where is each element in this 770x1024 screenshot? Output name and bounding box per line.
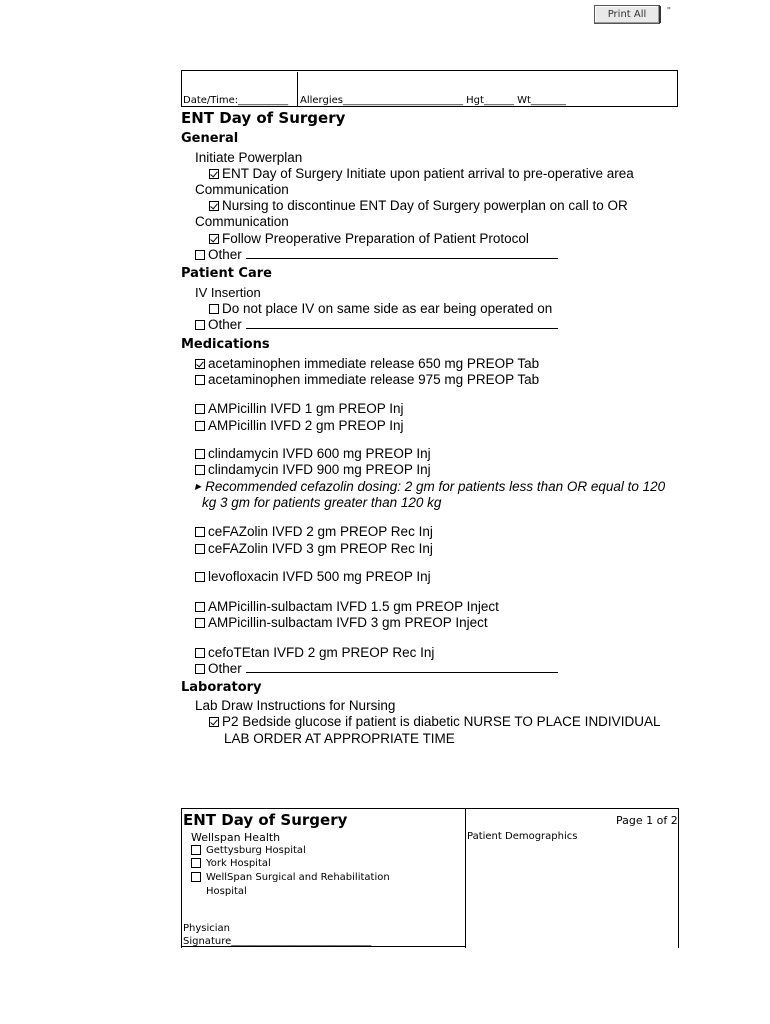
checkbox-icon[interactable] [195,664,205,674]
medication-other-row[interactable] [195,661,558,677]
general-communication-1: Communication [195,182,289,197]
general-communication-2: Communication [195,214,289,229]
medication-label: AMPicillin-sulbactam IVFD 3 gm PREOP Inject [208,615,488,630]
lab-order-label: P2 Bedside glucose if patient is diabetic NURSE TO PLACE INDIVIDUAL [222,714,661,729]
medication-label: clindamycin IVFD 600 mg PREOP Inj [208,446,431,461]
section-laboratory-heading: Laboratory [181,680,262,695]
checkbox-icon[interactable] [191,858,201,868]
patient-care-other-row[interactable] [195,317,558,333]
order-label: ENT Day of Surgery Initiate upon patient arrival to pre-operative area [222,166,634,181]
medication-row[interactable] [195,541,433,557]
medication-label: ceFAZolin IVFD 2 gm PREOP Rec Inj [208,524,433,539]
allergies-field[interactable]: Allergies________________________ Hgt______ Wt_______ [300,95,566,106]
general-other-row[interactable] [195,247,558,263]
page-title: ENT Day of Surgery [181,109,346,127]
medication-label: levofloxacin IVFD 500 mg PREOP Inj [208,569,431,584]
checkbox-icon[interactable] [191,845,201,855]
hospital-option-wellspan-surgical[interactable] [191,872,390,883]
checkbox-icon[interactable] [195,618,205,628]
checkbox-checked-icon[interactable] [209,201,219,211]
footer-divider [465,808,466,948]
medication-row[interactable] [195,524,433,540]
checkbox-icon[interactable] [191,872,201,882]
header-divider [297,72,298,107]
print-all-button[interactable]: Print All [594,5,660,24]
hospital-label: WellSpan Surgical and Rehabilitation [206,872,390,883]
hospital-label-continuation: Hospital [206,886,247,897]
quote-mark: '' [667,6,671,17]
medication-label: AMPicillin IVFD 2 gm PREOP Inj [208,418,404,433]
print-button-shadow [659,6,661,23]
section-general-heading: General [181,131,239,146]
medication-row[interactable] [195,645,434,661]
org-name: Wellspan Health [191,831,281,844]
lab-draw-instructions: Lab Draw Instructions for Nursing [195,698,396,713]
checkbox-icon[interactable] [195,449,205,459]
medication-row[interactable] [195,418,404,434]
physician-label: Physician [183,923,231,934]
patient-care-iv-insertion: IV Insertion [195,285,261,300]
other-label: Other [208,317,242,332]
general-order-row[interactable] [209,198,628,214]
note-text: Recommended cefazolin dosing: 2 gm for patients less than OR equal to 120 [205,479,666,494]
checkbox-checked-icon[interactable] [209,717,219,727]
order-label: Follow Preoperative Preparation of Patient Protocol [222,231,529,246]
lab-order-row[interactable] [209,714,660,730]
cefazolin-note-line-1 [195,479,665,495]
other-label: Other [208,661,242,676]
checkbox-icon[interactable] [195,465,205,475]
medication-label: ceFAZolin IVFD 3 gm PREOP Rec Inj [208,541,433,556]
medication-row[interactable] [195,462,431,478]
section-medications-heading: Medications [181,337,270,352]
checkbox-checked-icon[interactable] [195,359,205,369]
medication-label: acetaminophen immediate release 650 mg PREOP Tab [208,356,540,371]
medication-row[interactable] [195,569,431,585]
order-label: Nursing to discontinue ENT Day of Surgery powerplan on call to OR [222,198,628,213]
checkbox-icon[interactable] [195,648,205,658]
medication-row[interactable] [195,372,539,388]
checkbox-icon[interactable] [195,250,205,260]
medication-row[interactable] [195,599,499,615]
checkbox-icon[interactable] [195,421,205,431]
medication-row[interactable] [195,401,404,417]
checkbox-icon[interactable] [209,304,219,314]
other-blank-line[interactable] [246,671,558,673]
footer-title: ENT Day of Surgery [183,811,348,829]
checkbox-icon[interactable] [195,602,205,612]
cefazolin-note-line-2: kg 3 gm for patients greater than 120 kg [202,495,442,510]
other-label: Other [208,247,242,262]
order-label: Do not place IV on same side as ear being operated on [222,301,553,316]
medication-label: clindamycin IVFD 900 mg PREOP Inj [208,462,431,477]
checkbox-icon[interactable] [195,544,205,554]
medication-row[interactable] [195,446,431,462]
general-order-row[interactable] [209,166,634,182]
hospital-label: Gettysburg Hospital [206,845,306,856]
general-order-row[interactable] [209,231,529,247]
general-initiate-powerplan: Initiate Powerplan [195,150,303,165]
medication-label: AMPicillin IVFD 1 gm PREOP Inj [208,401,404,416]
page-number: Page 1 of 2 [616,814,678,827]
checkbox-icon[interactable] [195,572,205,582]
bullet-arrow-icon: ▶ [195,482,202,491]
medication-label: acetaminophen immediate release 975 mg PREOP Tab [208,372,540,387]
checkbox-checked-icon[interactable] [209,234,219,244]
medication-label: AMPicillin-sulbactam IVFD 1.5 gm PREOP Inject [208,599,499,614]
checkbox-icon[interactable] [195,404,205,414]
other-blank-line[interactable] [246,327,558,329]
checkbox-icon[interactable] [195,320,205,330]
other-blank-line[interactable] [246,257,558,259]
medication-label: cefoTEtan IVFD 2 gm PREOP Rec Inj [208,645,435,660]
medication-row[interactable] [195,356,539,372]
lab-order-continuation: LAB ORDER AT APPROPRIATE TIME [224,731,455,746]
hospital-option-york[interactable] [191,858,271,869]
hospital-label: York Hospital [206,858,271,869]
checkbox-checked-icon[interactable] [209,169,219,179]
checkbox-icon[interactable] [195,375,205,385]
checkbox-icon[interactable] [195,527,205,537]
patient-care-order-row[interactable] [209,301,552,317]
datetime-field[interactable]: Date/Time:__________ [183,95,289,106]
signature-field[interactable]: Signature____________________________ [183,936,372,947]
patient-demographics-label: Patient Demographics [467,831,578,842]
section-patient-care-heading: Patient Care [181,266,272,281]
medication-row[interactable] [195,615,488,631]
hospital-option-gettysburg[interactable] [191,845,306,856]
